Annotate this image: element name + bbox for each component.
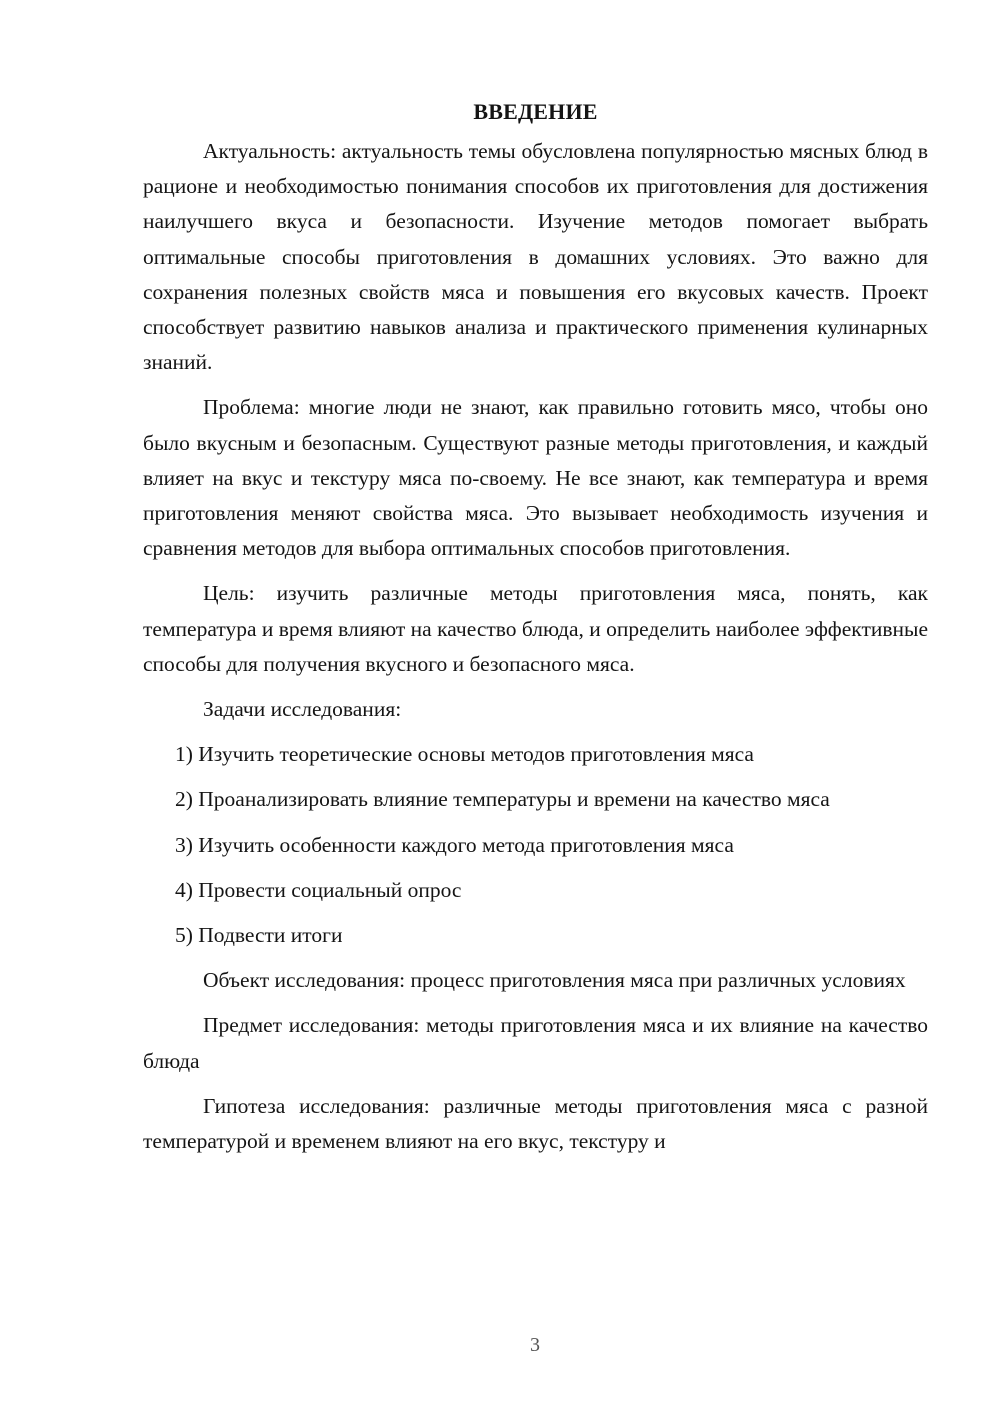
subject-paragraph: Предмет исследования: методы приготовления мяса и их влияние на качество блюда [143, 1013, 928, 1073]
hypothesis-paragraph: Гипотеза исследования: различные методы приготовления мяса с разной температурой и временем влияют на его вкус, текстуру и [143, 1093, 928, 1154]
problem-paragraph: Проблема: многие люди не знают, как правильно готовить мясо, чтобы оно было вкусным и безопасным. Существуют разные методы приготовления, и каждый влияет на вкус и текстуру мяса по-своему. Не все знают, как температура и время приготовления меняют свойства мяса. Это вызывает необходимость изучения и сравнения методов для выбора оптимальных способов приготовления. [143, 395, 928, 561]
list-item: 5) Подвести итоги [175, 923, 343, 948]
list-item: 4) Провести социальный опрос [175, 877, 462, 902]
list-item: 1) Изучить теоретические основы методов приготовления мяса [175, 742, 754, 767]
document-page [143, 94, 928, 1159]
goal-paragraph: Цель: изучить различные методы приготовления мяса, понять, как температура и время влияют на качество блюда, и определить наиболее эффективные способы для получения вкусного и безопасного мяса. [143, 581, 928, 676]
section-title: ВВЕДЕНИЕ [473, 99, 598, 124]
list-item: 3) Изучить особенности каждого метода приготовления мяса [175, 832, 734, 857]
relevance-paragraph: Актуальность: актуальность темы обусловлена популярностью мясных блюд в рационе и необходимостью понимания способов их приготовления для достижения наилучшего вкуса и безопасности. Изучение методов помогает выбрать оптимальные способы приготовления в домашних условиях. Это важно для сохранения полезных свойств мяса и повышения его вкусовых качеств. Проект способствует развитию навыков анализа и практического применения кулинарных знаний. [143, 139, 928, 375]
tasks-heading: Задачи исследования: [203, 697, 402, 722]
page-number: 3 [530, 1334, 540, 1356]
list-item: 2) Проанализировать влияние температуры и времени на качество мяса [175, 787, 830, 812]
object-paragraph: Объект исследования: процесс приготовления мяса при различных условиях [203, 968, 906, 993]
tasks-list [143, 737, 928, 953]
